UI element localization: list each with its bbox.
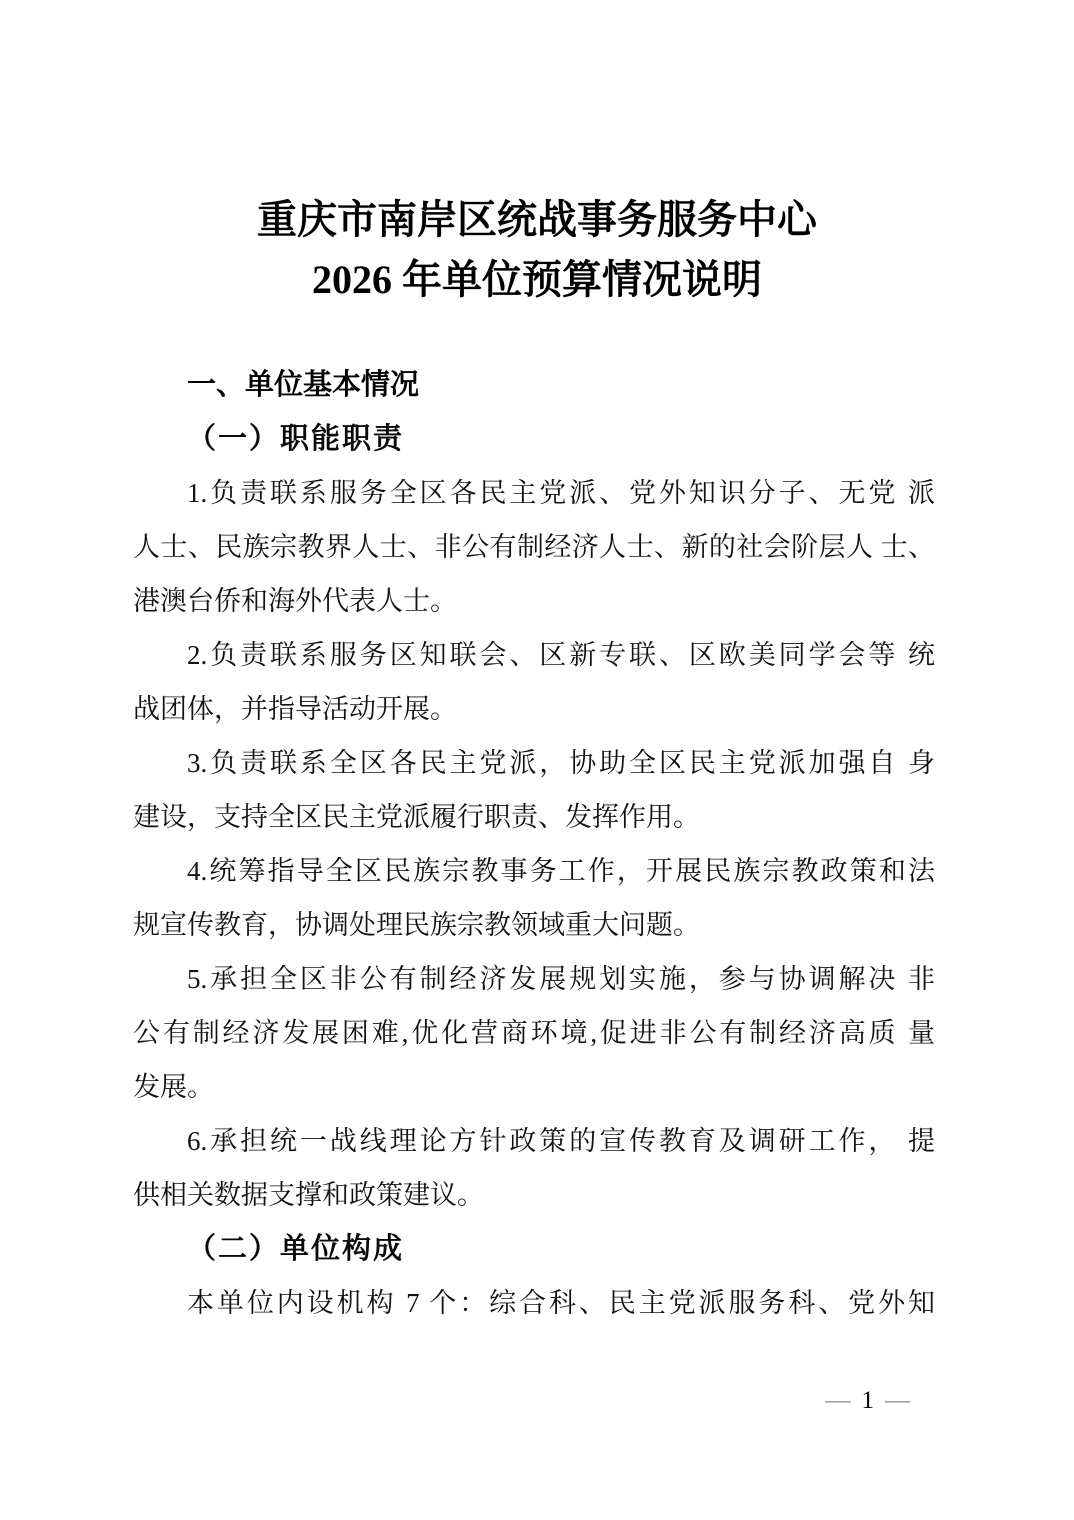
paragraph-line: 6.承担统一战线理论方针政策的宣传教育及调研工作， 提 <box>187 1126 935 1156</box>
paragraph-line: 港澳台侨和海外代表人士。 <box>133 586 457 616</box>
paragraph-line: 建设，支持全区民主党派履行职责、发挥作用。 <box>133 802 700 832</box>
document-title <box>0 0 1074 310</box>
paragraph <box>133 736 935 844</box>
paragraph <box>133 844 935 952</box>
paragraph <box>133 1114 935 1222</box>
paragraph-line: 人士、民族宗教界人士、非公有制经济人士、新的社会阶层人 士、 <box>133 532 935 562</box>
subsection-heading: （一）职能职责 <box>187 423 405 455</box>
paragraph-line: 战团体，并指导活动开展。 <box>133 694 457 724</box>
document-title-line-1: 重庆市南岸区统战事务服务中心 <box>257 197 817 242</box>
page-number-value: 1 <box>861 1387 874 1414</box>
paragraph-line: 本单位内设机构 7 个：综合科、民主党派服务科、党外知 <box>187 1288 935 1318</box>
paragraph <box>133 1276 935 1330</box>
paragraph <box>133 952 935 1114</box>
paragraph-line: 1.负责联系服务全区各民主党派、党外知识分子、无党 派 <box>187 478 935 508</box>
paragraph-line: 发展。 <box>133 1072 214 1102</box>
page-number <box>826 1386 911 1416</box>
paragraph-line: 供相关数据支撑和政策建议。 <box>133 1180 484 1210</box>
paragraph-line: 3.负责联系全区各民主党派，协助全区民主党派加强自 身 <box>187 748 935 778</box>
paragraph-line: 2.负责联系服务区知联会、区新专联、区欧美同学会等 统 <box>187 640 935 670</box>
document-body <box>133 358 935 1330</box>
paragraph <box>133 628 935 736</box>
paragraph <box>133 466 935 628</box>
page-number-right-dash: — <box>885 1387 910 1414</box>
paragraph-line: 4.统筹指导全区民族宗教事务工作，开展民族宗教政策和法 <box>187 856 935 886</box>
subsection-heading: （二）单位构成 <box>187 1233 405 1265</box>
page-number-left-dash: — <box>825 1387 851 1414</box>
document-title-line-2: 2026 年单位预算情况说明 <box>312 257 762 302</box>
paragraph-line: 公有制经济发展困难,优化营商环境,促进非公有制经济高质 量 <box>133 1018 935 1048</box>
section-heading: 一、单位基本情况 <box>187 369 420 401</box>
paragraph-line: 规宣传教育，协调处理民族宗教领域重大问题。 <box>133 910 700 940</box>
paragraph-line: 5.承担全区非公有制经济发展规划实施，参与协调解决 非 <box>187 964 935 994</box>
